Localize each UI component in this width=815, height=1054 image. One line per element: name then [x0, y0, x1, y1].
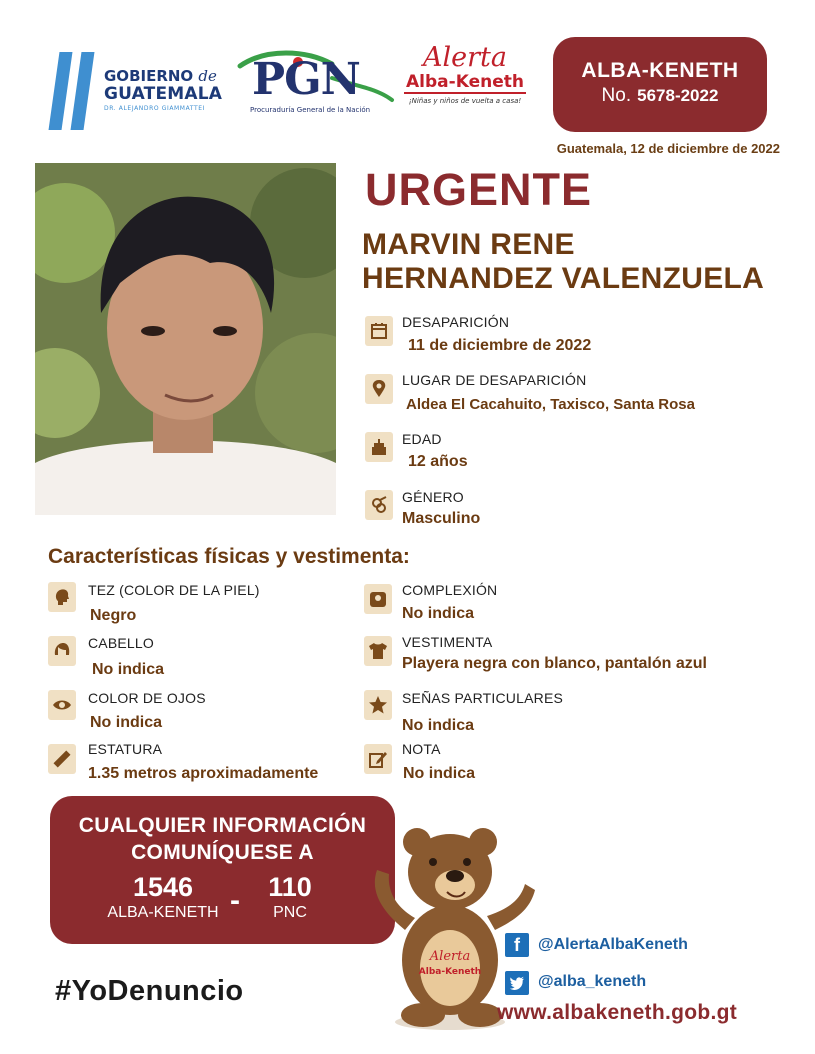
gender-icon — [365, 490, 393, 520]
svg-text:Alba-Keneth: Alba-Keneth — [418, 967, 482, 977]
char-value-senas: No indica — [402, 717, 475, 734]
case-number-badge — [553, 37, 767, 132]
gobierno-de: de — [198, 67, 217, 85]
contact-info-box — [50, 796, 395, 944]
note-edit-icon — [364, 744, 392, 774]
char-value-vestimenta: Playera negra con blanco, pantalón azul — [402, 655, 707, 672]
location-pin-icon — [365, 374, 393, 404]
fact-label-lugar: LUGAR DE DESAPARICIÓN — [402, 372, 587, 388]
facebook-handle[interactable]: @AlertaAlbaKeneth — [538, 936, 688, 953]
alerta-logo-tagline: ¡Niñas y niños de vuelta a casa! — [408, 97, 522, 105]
contact-title — [50, 812, 395, 866]
alerta-logo-name: Alba-Keneth — [406, 72, 524, 92]
birthday-cake-icon — [365, 432, 393, 462]
char-label-senas: SEÑAS PARTICULARES — [402, 690, 564, 706]
gobierno-guatemala-logo — [104, 68, 239, 112]
fact-value-lugar: Aldea El Cacahuito, Taxisco, Santa Rosa — [406, 396, 695, 413]
head-profile-icon — [48, 582, 76, 612]
char-value-cabello: No indica — [92, 661, 165, 678]
fact-label-desaparicion: DESAPARICIÓN — [402, 314, 510, 330]
alerta-logo-top: Alerta — [423, 42, 507, 73]
pgn-caption: Procuraduría General de la Nación — [250, 106, 371, 114]
facebook-icon[interactable]: f — [505, 933, 529, 957]
gobierno-guatemala-emblem — [52, 52, 96, 130]
char-label-estatura: ESTATURA — [88, 741, 163, 757]
case-no-label: No. — [601, 85, 632, 106]
fact-label-genero: GÉNERO — [402, 489, 464, 505]
twitter-icon[interactable] — [505, 971, 529, 995]
gobierno-line2: GUATEMALA — [104, 84, 223, 104]
twitter-handle[interactable]: @alba_keneth — [538, 973, 647, 990]
fact-value-genero: Masculino — [402, 510, 481, 527]
case-number: 5678-2022 — [637, 86, 719, 105]
char-value-estatura: 1.35 metros aproximadamente — [88, 765, 319, 782]
issue-date: Guatemala, 12 de diciembre de 2022 — [556, 141, 780, 156]
char-label-ojos: COLOR DE OJOS — [88, 690, 206, 706]
website-link[interactable]: www.albakeneth.gob.gt — [497, 1001, 738, 1024]
char-label-cabello: CABELLO — [88, 635, 154, 651]
missing-person-name — [362, 228, 764, 296]
pgn-logo — [236, 48, 396, 118]
gobierno-line1: GOBIERNO — [104, 67, 194, 85]
eye-icon — [48, 690, 76, 720]
phone-separator: - — [230, 884, 240, 917]
phone-pnc[interactable]: 110 — [268, 872, 312, 902]
contact-title-line1: CUALQUIER INFORMACIÓN — [78, 814, 367, 837]
char-value-ojos: No indica — [90, 714, 163, 731]
calendar-icon — [365, 316, 393, 346]
name-line2: HERNANDEZ VALENZUELA — [362, 262, 765, 295]
org-alba-keneth: ALBA-KENETH — [107, 904, 219, 921]
char-label-complexion: COMPLEXIÓN — [402, 582, 498, 598]
char-label-tez: TEZ (COLOR DE LA PIEL) — [88, 582, 260, 598]
char-label-nota: NOTA — [402, 741, 441, 757]
char-value-tez: Negro — [90, 607, 137, 624]
fact-value-edad: 12 años — [408, 453, 468, 470]
svg-text:Alerta: Alerta — [429, 949, 471, 964]
case-title: ALBA-KENETH — [581, 59, 739, 82]
fact-value-desaparicion: 11 de diciembre de 2022 — [408, 337, 592, 354]
char-value-complexion: No indica — [402, 605, 475, 622]
fact-label-edad: EDAD — [402, 431, 442, 447]
name-line1: MARVIN RENE — [362, 228, 575, 261]
tshirt-icon — [364, 636, 392, 666]
pgn-letters: PGN — [252, 54, 360, 105]
star-icon — [364, 690, 392, 720]
contact-title-line2: COMUNÍQUESE A — [131, 841, 314, 864]
phone-alba-keneth[interactable]: 1546 — [132, 872, 194, 902]
alerta-alba-keneth-logo — [396, 44, 534, 119]
scale-icon — [364, 584, 392, 614]
missing-child-photo — [35, 163, 336, 515]
hashtag: #YoDenuncio — [55, 975, 244, 1007]
org-pnc: PNC — [273, 904, 307, 921]
char-value-nota: No indica — [403, 765, 476, 782]
ruler-icon — [48, 744, 76, 774]
hair-icon — [48, 636, 76, 666]
char-label-vestimenta: VESTIMENTA — [402, 634, 493, 650]
urgent-heading: URGENTE — [365, 164, 593, 215]
case-number-line — [553, 84, 767, 108]
characteristics-title: Características físicas y vestimenta: — [48, 545, 410, 568]
gobierno-line3: DR. ALEJANDRO GIAMMATTEI — [104, 105, 206, 112]
